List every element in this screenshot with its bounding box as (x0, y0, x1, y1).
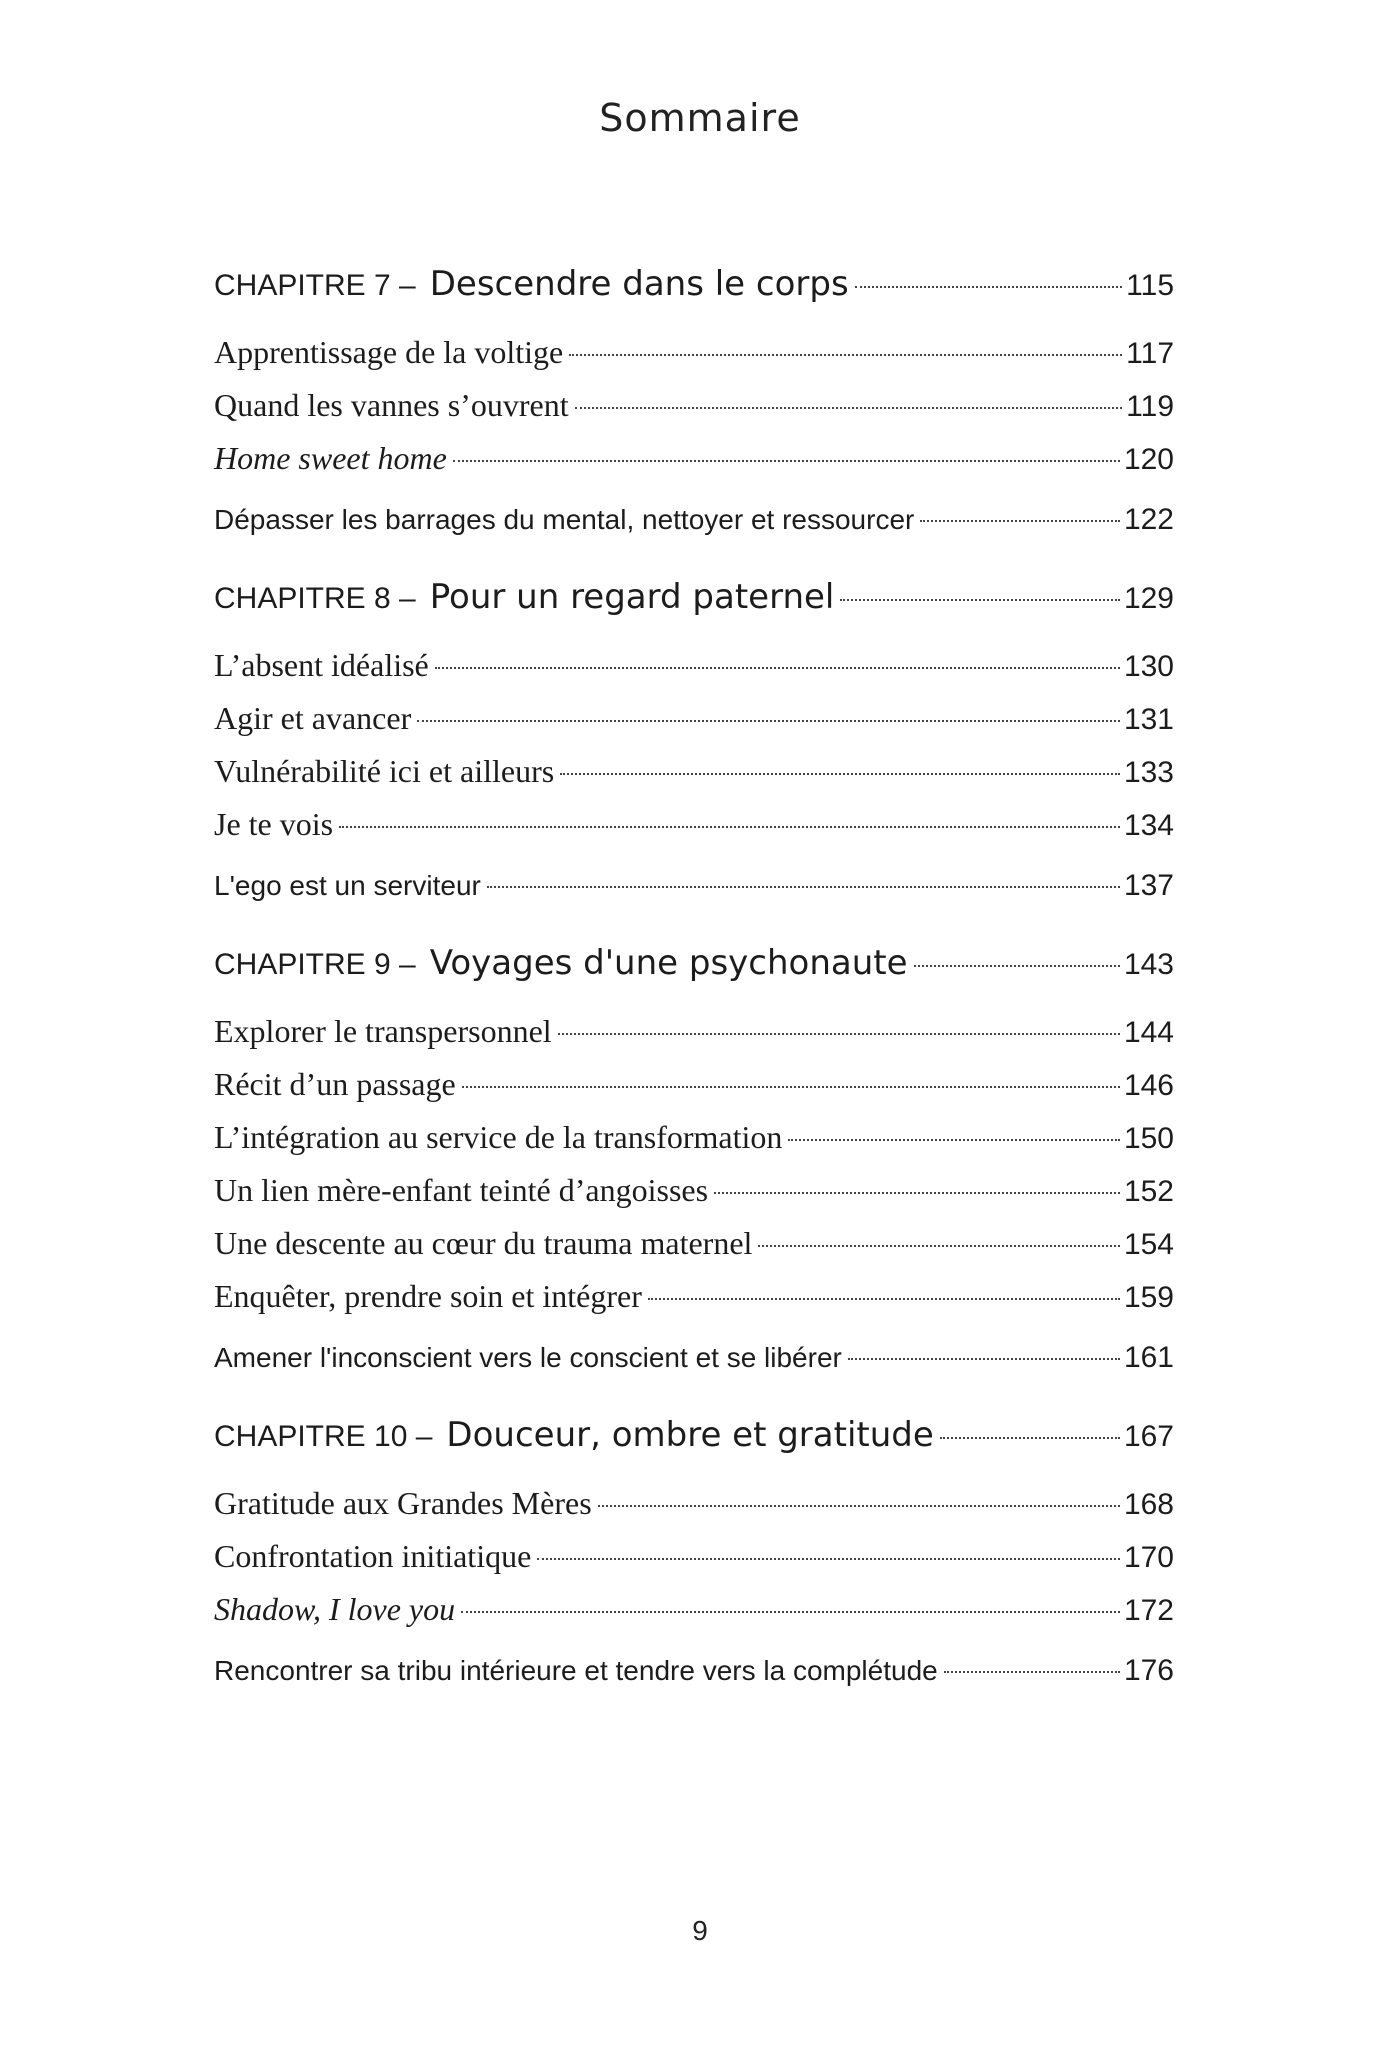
entry-title: Home sweet home (214, 440, 447, 476)
chapter-heading (214, 264, 1174, 334)
subentry-title: Rencontrer sa tribu intérieure et tendre vers la complétude (214, 1655, 938, 1686)
entry-page-number: 152 (1123, 1175, 1174, 1208)
dot-leader (714, 1192, 1120, 1194)
entry-page-number: 150 (1123, 1122, 1174, 1155)
entry-page-number: 131 (1123, 703, 1174, 736)
chapter-page-number: 129 (1123, 582, 1174, 615)
entry-title: Agir et avancer (214, 700, 412, 736)
dot-leader (575, 407, 1123, 409)
entry-page-number: 172 (1123, 1594, 1174, 1627)
entry-title: Quand les vannes s’ouvrent (214, 387, 569, 423)
entry-page-number: 144 (1123, 1016, 1174, 1049)
chapter-10-group (214, 1415, 1174, 1714)
dot-leader (461, 1611, 1120, 1613)
table-of-contents (214, 258, 1174, 1728)
chapter-title (214, 943, 908, 983)
toc-entry (214, 1119, 1174, 1172)
dot-leader (944, 1671, 1120, 1673)
dot-leader (558, 1033, 1120, 1035)
dot-leader (462, 1086, 1120, 1088)
entry-title: Récit d’un passage (214, 1066, 456, 1102)
page-title: Sommaire (599, 96, 801, 140)
toc-entry (214, 806, 1174, 859)
chapter-number: CHAPITRE 8 – (214, 582, 416, 615)
entry-page-number: 119 (1126, 390, 1174, 423)
chapter-heading (214, 943, 1174, 1013)
dot-leader (848, 1358, 1120, 1360)
chapter-8-group (214, 577, 1174, 929)
dot-leader (417, 720, 1120, 722)
dot-leader (840, 599, 1120, 601)
subentry-page-number: 176 (1123, 1654, 1174, 1687)
entry-page-number: 146 (1123, 1069, 1174, 1102)
entry-title: Gratitude aux Grandes Mères (214, 1485, 592, 1521)
entry-page-number: 117 (1126, 337, 1174, 370)
entry-title: Je te vois (214, 806, 334, 842)
dot-leader (758, 1245, 1120, 1247)
entry-title: Un lien mère-enfant teinté d’angoisses (214, 1172, 709, 1208)
dot-leader (569, 354, 1122, 356)
chapter-title (214, 577, 834, 617)
entry-title: Shadow, I love you (214, 1591, 456, 1627)
entry-page-number: 130 (1123, 650, 1174, 683)
subentry-title: Amener l'inconscient vers le conscient et se libérer (214, 1342, 842, 1373)
chapter-number: CHAPITRE 10 – (214, 1420, 433, 1453)
toc-entry (214, 753, 1174, 806)
chapter-name: Voyages d'une psychonaute (429, 943, 908, 983)
chapter-name: Descendre dans le corps (429, 264, 849, 304)
chapter-title (214, 1415, 934, 1455)
entry-page-number: 159 (1123, 1281, 1174, 1314)
entry-title: Confrontation initiatique (214, 1538, 532, 1574)
entry-page-number: 133 (1123, 756, 1174, 789)
chapter-title (214, 264, 849, 304)
entry-title: Apprentissage de la voltige (214, 334, 564, 370)
toc-entry (214, 387, 1174, 440)
subentry-page-number: 122 (1123, 503, 1174, 536)
entry-page-number: 170 (1123, 1541, 1174, 1574)
chapter-number: CHAPITRE 9 – (214, 948, 416, 981)
entry-title: Explorer le transpersonnel (214, 1013, 552, 1049)
dot-leader (914, 965, 1120, 967)
dot-leader (855, 286, 1122, 288)
entry-title: L’intégration au service de la transformation (214, 1119, 783, 1155)
entry-page-number: 134 (1123, 809, 1174, 842)
toc-entry (214, 1066, 1174, 1119)
toc-entry (214, 1225, 1174, 1278)
dot-leader (940, 1437, 1120, 1439)
toc-subentry (214, 1644, 1174, 1714)
chapter-7-group (214, 264, 1174, 563)
dot-leader (453, 460, 1120, 462)
entry-title: Une descente au cœur du trauma maternel (214, 1225, 753, 1261)
dot-leader (339, 826, 1120, 828)
dot-leader (487, 886, 1120, 888)
chapter-heading (214, 1415, 1174, 1485)
dot-leader (920, 520, 1120, 522)
entry-title: Vulnérabilité ici et ailleurs (214, 753, 555, 789)
subentry-title: L'ego est un serviteur (214, 870, 481, 901)
toc-entry (214, 1172, 1174, 1225)
dot-leader (598, 1505, 1120, 1507)
chapter-name: Douceur, ombre et gratitude (446, 1415, 934, 1455)
chapter-number: CHAPITRE 7 – (214, 269, 416, 302)
dot-leader (648, 1298, 1120, 1300)
entry-page-number: 168 (1123, 1488, 1174, 1521)
toc-entry (214, 647, 1174, 700)
chapter-heading (214, 577, 1174, 647)
toc-entry (214, 1013, 1174, 1066)
chapter-page-number: 167 (1123, 1420, 1174, 1453)
entry-title: L’absent idéalisé (214, 647, 429, 683)
toc-entry (214, 1591, 1174, 1644)
subentry-page-number: 161 (1123, 1341, 1174, 1374)
toc-entry (214, 440, 1174, 493)
entry-title: Enquêter, prendre soin et intégrer (214, 1278, 642, 1314)
dot-leader (435, 667, 1120, 669)
entry-page-number: 154 (1123, 1228, 1174, 1261)
subentry-page-number: 137 (1123, 869, 1174, 902)
dot-leader (788, 1139, 1120, 1141)
subentry-title: Dépasser les barrages du mental, nettoyer et ressourcer (214, 504, 915, 535)
dot-leader (537, 1558, 1120, 1560)
toc-subentry (214, 859, 1174, 929)
entry-page-number: 120 (1123, 443, 1174, 476)
toc-entry (214, 1278, 1174, 1331)
toc-subentry (214, 1331, 1174, 1401)
chapter-name: Pour un regard paternel (429, 577, 835, 617)
dot-leader (560, 773, 1120, 775)
chapter-page-number: 115 (1126, 269, 1174, 302)
chapter-9-group (214, 943, 1174, 1401)
toc-subentry (214, 493, 1174, 563)
toc-entry (214, 1485, 1174, 1538)
toc-entry (214, 1538, 1174, 1591)
page-number: 9 (692, 1915, 708, 1946)
chapter-page-number: 143 (1123, 948, 1174, 981)
toc-entry (214, 334, 1174, 387)
toc-entry (214, 700, 1174, 753)
